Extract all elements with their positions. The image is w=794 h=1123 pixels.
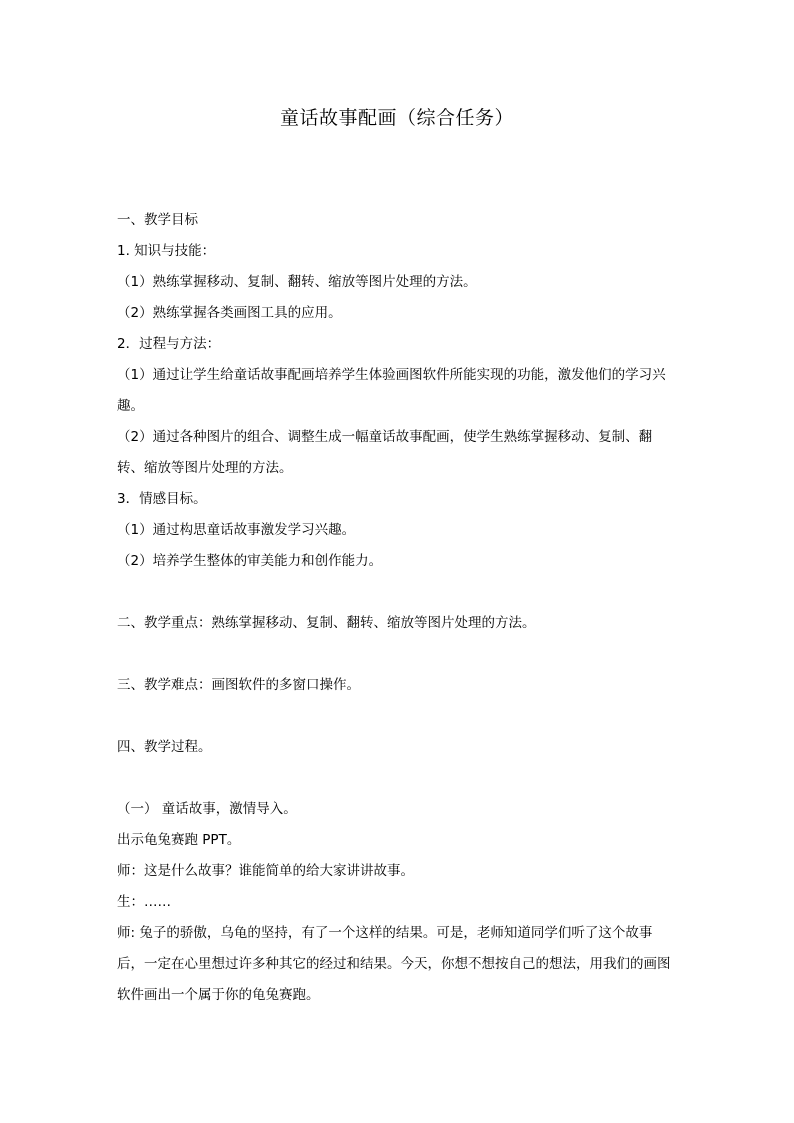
paragraph: （1）通过让学生给童话故事配画培养学生体验画图软件所能实现的功能，激发他们的学习兴趣。 bbox=[117, 367, 666, 414]
blank-line bbox=[117, 639, 677, 670]
section-heading-process: 四、教学过程。 bbox=[117, 739, 212, 755]
blank-line bbox=[117, 577, 677, 608]
blank-line bbox=[117, 763, 677, 794]
section-heading-objectives: 一、教学目标 bbox=[117, 212, 198, 228]
paragraph: （2）培养学生整体的审美能力和创作能力。 bbox=[117, 553, 383, 569]
paragraph: 出示龟兔赛跑 PPT。 bbox=[117, 832, 241, 848]
paragraph: 生：…… bbox=[117, 894, 171, 910]
section-heading-key-points: 二、教学重点：熟练掌握移动、复制、翻转、缩放等图片处理的方法。 bbox=[117, 615, 536, 631]
section-heading-difficulties: 三、教学难点：画图软件的多窗口操作。 bbox=[117, 677, 360, 693]
document-title: 童话故事配画（综合任务） bbox=[279, 107, 514, 129]
paragraph: （2）熟练掌握各类画图工具的应用。 bbox=[117, 305, 342, 321]
paragraph: （1）通过构思童话故事激发学习兴趣。 bbox=[117, 522, 356, 538]
subheading-process-methods: 2．过程与方法： bbox=[117, 336, 221, 352]
document-body bbox=[117, 205, 677, 1011]
paragraph: （2）通过各种图片的组合、调整生成一幅童话故事配画，使学生熟练掌握移动、复制、翻转、缩放等图片处理的方法。 bbox=[117, 429, 653, 476]
paragraph: （1）熟练掌握移动、复制、翻转、缩放等图片处理的方法。 bbox=[117, 274, 477, 290]
subheading-knowledge-skills: 1. 知识与技能： bbox=[117, 243, 216, 259]
subheading-emotional-goals: 3．情感目标。 bbox=[117, 491, 207, 507]
subheading-intro: （一） 童话故事，激情导入。 bbox=[117, 801, 297, 817]
paragraph: 师：这是什么故事？谁能简单的给大家讲讲故事。 bbox=[117, 863, 414, 879]
blank-line bbox=[117, 701, 677, 732]
paragraph: 师: 兔子的骄傲，乌龟的坚持，有了一个这样的结果。可是，老师知道同学们听了这个故事后，一定在心里想过许多种其它的经过和结果。今天，你想不想按自己的想法，用我们的画图软件画出一个属于你的龟兔赛跑。 bbox=[117, 925, 671, 1003]
